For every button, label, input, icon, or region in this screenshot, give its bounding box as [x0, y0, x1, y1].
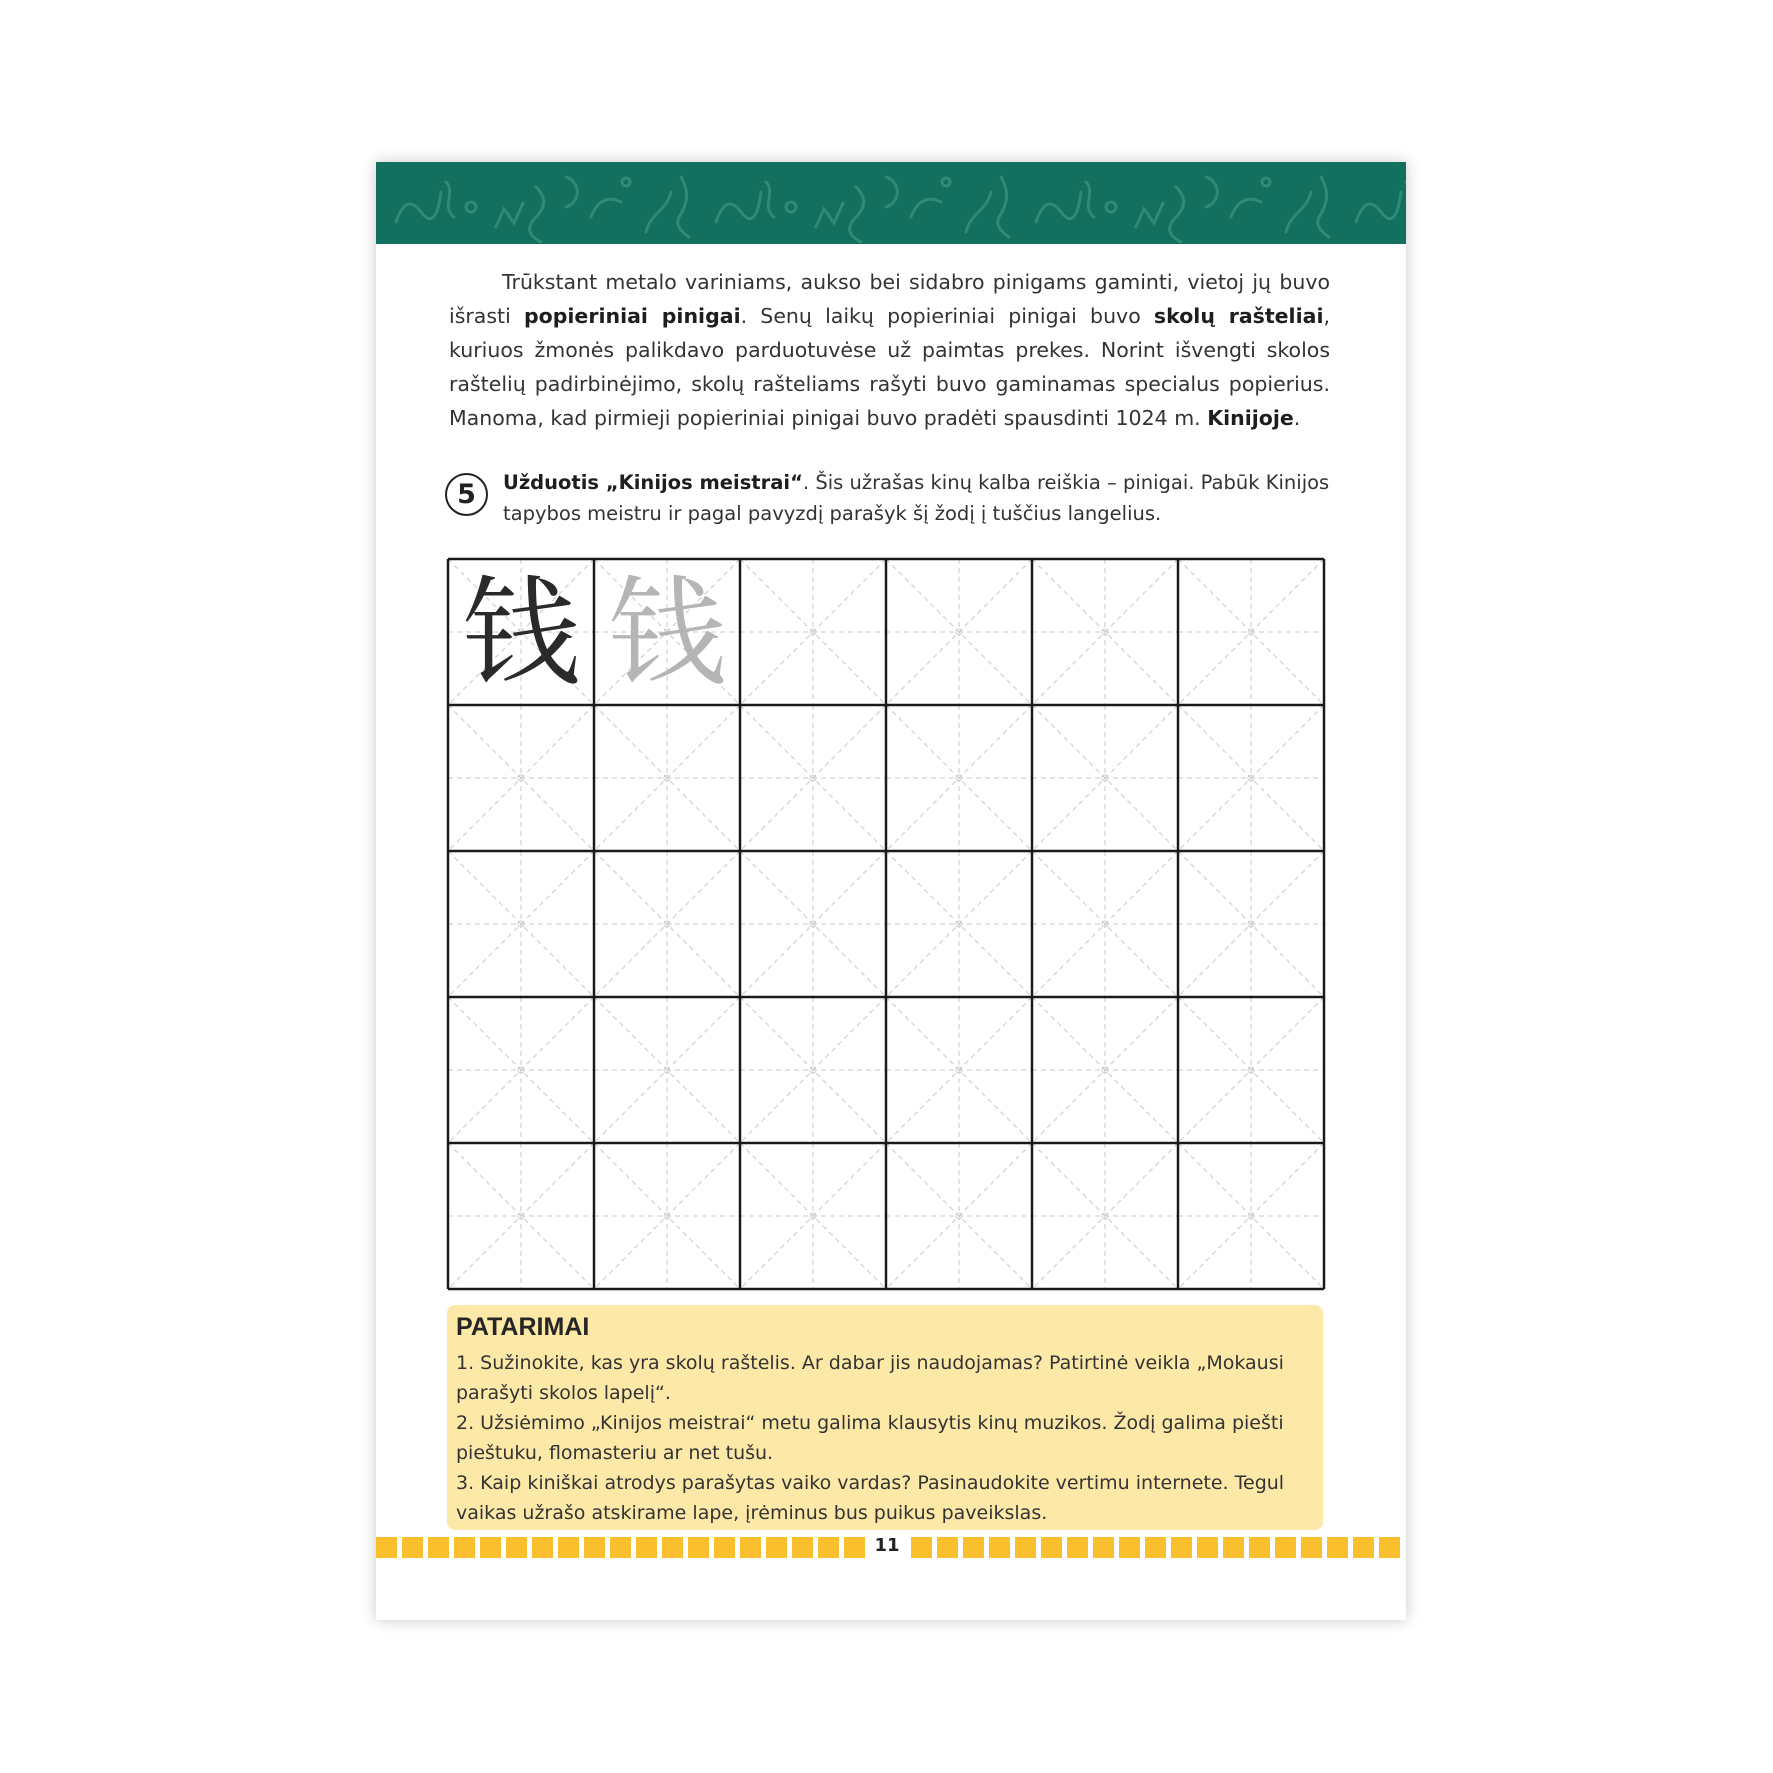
- trace-character: 钱: [607, 564, 727, 702]
- grid-cell[interactable]: [448, 559, 594, 705]
- footer-square: [1327, 1537, 1348, 1558]
- footer-square: [1067, 1537, 1088, 1558]
- footer-square: [532, 1537, 553, 1558]
- grid-cell[interactable]: [594, 851, 740, 997]
- footer-square: [792, 1537, 813, 1558]
- task-instruction: [445, 467, 1335, 537]
- grid-cell[interactable]: [740, 997, 886, 1143]
- grid-cell[interactable]: [1032, 851, 1178, 997]
- footer-square: [584, 1537, 605, 1558]
- footer-square: [1171, 1537, 1192, 1558]
- footer-bar: [376, 1537, 1406, 1559]
- grid-cell[interactable]: [448, 997, 594, 1143]
- grid-cell[interactable]: [886, 997, 1032, 1143]
- footer-square: [766, 1537, 787, 1558]
- footer-square: [506, 1537, 527, 1558]
- grid-cell[interactable]: [1178, 559, 1324, 705]
- grid-cell[interactable]: [594, 705, 740, 851]
- footer-square: [937, 1537, 958, 1558]
- footer-square: [1249, 1537, 1270, 1558]
- intro-paragraph: [449, 265, 1330, 435]
- intro-text: . Senų laikų popieriniai pinigai buvo: [740, 304, 1154, 328]
- footer-square: [1379, 1537, 1400, 1558]
- footer-square: [610, 1537, 631, 1558]
- grid-cell[interactable]: [1032, 559, 1178, 705]
- practice-grid-svg: [446, 557, 1326, 1292]
- workbook-page: [376, 162, 1406, 1620]
- footer-square: [1275, 1537, 1296, 1558]
- task-title: Užduotis „Kinijos meistrai“: [503, 471, 803, 494]
- tips-title: PATARIMAI: [456, 1313, 590, 1341]
- grid-cell[interactable]: [740, 705, 886, 851]
- grid-cell[interactable]: [594, 1143, 740, 1289]
- footer-square: [844, 1537, 865, 1558]
- grid-cell[interactable]: [886, 705, 1032, 851]
- intro-bold-term: Kinijoje: [1207, 406, 1294, 430]
- grid-cell[interactable]: [1032, 997, 1178, 1143]
- grid-cell[interactable]: [1178, 851, 1324, 997]
- task-text: [503, 467, 1333, 529]
- footer-square: [740, 1537, 761, 1558]
- tip-item: 2. Užsiėmimo „Kinijos meistrai“ metu galima klausytis kinų muzikos. Žodį galima piešti pieštuku, flomasteriu ar net tušu.: [456, 1412, 1284, 1464]
- header-band: [376, 162, 1406, 244]
- grid-cell[interactable]: [1178, 1143, 1324, 1289]
- footer-square: [1197, 1537, 1218, 1558]
- footer-square: [1119, 1537, 1140, 1558]
- grid-cell[interactable]: [1032, 1143, 1178, 1289]
- grid-cell[interactable]: [448, 705, 594, 851]
- footer-square: [1015, 1537, 1036, 1558]
- footer-square: [454, 1537, 475, 1558]
- footer-square: [376, 1537, 397, 1558]
- task-description: . Šis užrašas kinų kalba reiškia – pinigai. Pabūk Kinijos tapybos meistru ir pagal pavyzdį parašyk šį žodį į tuščius langelius.: [503, 471, 1330, 525]
- footer-square: [1353, 1537, 1374, 1558]
- footer-square: [688, 1537, 709, 1558]
- grid-cell[interactable]: [594, 997, 740, 1143]
- grid-cell[interactable]: [448, 1143, 594, 1289]
- footer-square: [480, 1537, 501, 1558]
- example-character: 钱: [461, 564, 581, 702]
- grid-cell[interactable]: [886, 1143, 1032, 1289]
- footer-square: [1301, 1537, 1322, 1558]
- grid-cell[interactable]: [448, 851, 594, 997]
- grid-cell[interactable]: [594, 559, 740, 705]
- grid-cell[interactable]: [740, 1143, 886, 1289]
- footer-squares-left: [376, 1537, 865, 1559]
- footer-square: [402, 1537, 423, 1558]
- grid-cell[interactable]: [740, 851, 886, 997]
- tip-item: 3. Kaip kiniškai atrodys parašytas vaiko vardas? Pasinaudokite vertimu internete. Tegul vaikas užrašo atskirame lape, įrėminus bus puikus paveikslas.: [456, 1472, 1285, 1524]
- grid-cell[interactable]: [740, 559, 886, 705]
- footer-square: [636, 1537, 657, 1558]
- intro-text: , kuriuos žmonės palikdavo parduotuvėse už paimtas prekes. Norint išvengti skolos raštelių padirbinėjimo, skolų rašteliams rašyti buvo gaminamas specialus popierius. Manoma, kad pirmieji popieriniai pinigai buvo pradėti spausdinti 1024 m.: [449, 304, 1331, 430]
- tips-box: [447, 1305, 1323, 1530]
- footer-square: [428, 1537, 449, 1558]
- header-pattern: [376, 162, 1406, 244]
- intro-bold-term: popieriniai pinigai: [523, 304, 741, 328]
- intro-text: .: [1293, 406, 1301, 430]
- grid-cell[interactable]: [886, 851, 1032, 997]
- intro-text: Trūkstant metalo variniams, aukso bei sidabro pinigams gaminti, vietoj jų buvo išrasti: [449, 270, 1330, 328]
- footer-square: [1041, 1537, 1062, 1558]
- footer-square: [963, 1537, 984, 1558]
- grid-cell[interactable]: [1032, 705, 1178, 851]
- grid-cell[interactable]: [886, 559, 1032, 705]
- grid-cell[interactable]: [1178, 997, 1324, 1143]
- footer-square: [662, 1537, 683, 1558]
- intro-bold-term: skolų rašteliai: [1153, 304, 1324, 328]
- tip-item: 1. Sužinokite, kas yra skolų raštelis. Ar dabar jis naudojamas? Patirtinė veikla „Mokausi parašyti skolos lapelį“.: [456, 1352, 1284, 1404]
- footer-square: [714, 1537, 735, 1558]
- footer-square: [818, 1537, 839, 1558]
- footer-square: [989, 1537, 1010, 1558]
- practice-grid: [446, 557, 1326, 1296]
- grid-cell[interactable]: [1178, 705, 1324, 851]
- footer-square: [1145, 1537, 1166, 1558]
- footer-square: [1093, 1537, 1114, 1558]
- footer-square: [1223, 1537, 1244, 1558]
- footer-square: [911, 1537, 932, 1558]
- footer-square: [558, 1537, 579, 1558]
- footer-squares-right: [911, 1537, 1400, 1559]
- page-number: 11: [874, 1535, 900, 1556]
- task-number-badge: 5: [445, 473, 488, 516]
